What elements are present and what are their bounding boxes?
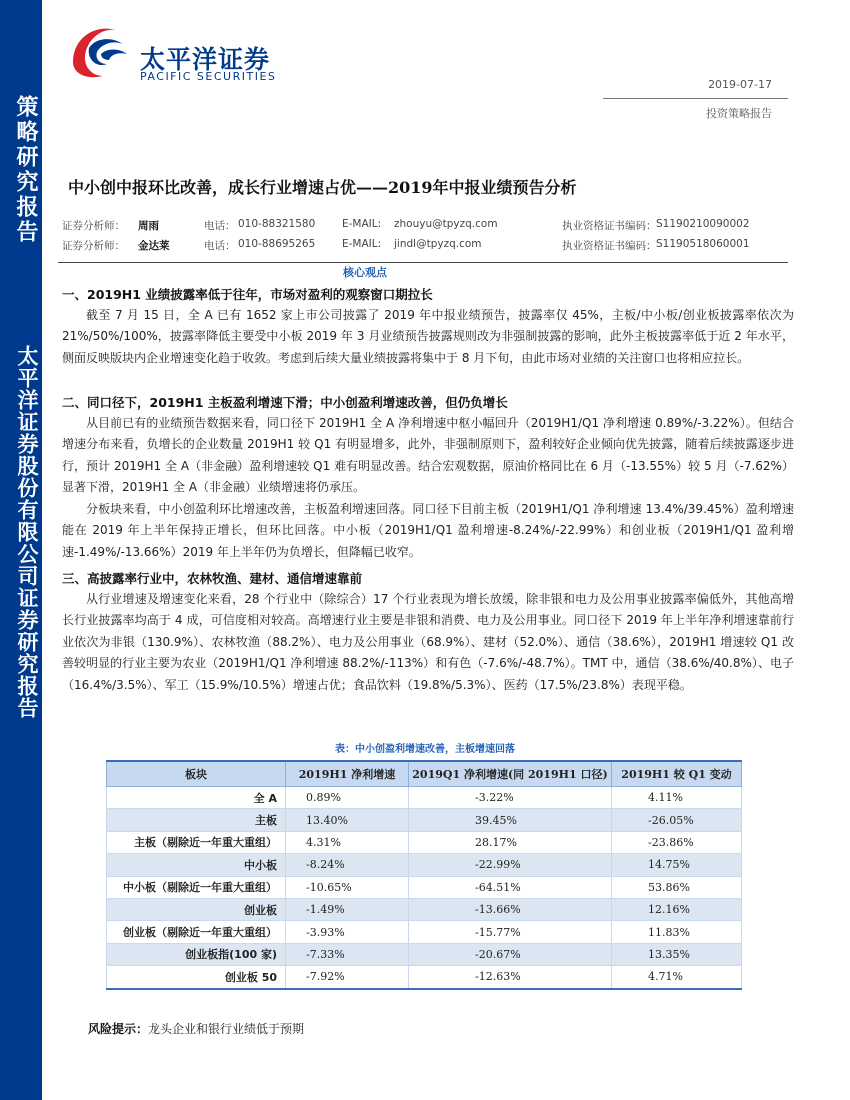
table-header-row xyxy=(107,761,742,787)
cell-q1: 39.45% xyxy=(409,809,612,831)
pacific-securities-logo-icon xyxy=(65,18,135,88)
section-paragraph: 分板块来看，中小创盈利环比增速改善，主板盈利增速回落。同口径下目前主板（2019H1/Q1 净利增速 13.4%/39.45%）盈利增速能在 2019 年上半年保持正增长，但环比回落。中小板（2019H1/Q1 盈利增速-8.24%/-22.99%）和创业板（2019H1/Q1 盈利增速-1.49%/-13.66%）2019 年上半年仍为负增长，但降幅已收窄。 xyxy=(62,502,794,559)
cell-q1: -20.67% xyxy=(409,943,612,965)
cell-h1: -1.49% xyxy=(286,898,409,920)
table-row xyxy=(107,921,742,943)
table-row xyxy=(107,787,742,809)
cell-h1: 13.40% xyxy=(286,809,409,831)
cell-change: 14.75% xyxy=(612,854,742,876)
analyst-name: 金达莱 xyxy=(138,240,170,252)
header-divider xyxy=(603,98,788,99)
cell-h1: -8.24% xyxy=(286,854,409,876)
col-header-change: 2019H1 较 Q1 变动 xyxy=(612,761,742,787)
section-heading: 一、2019H1 业绩披露率低于往年，市场对盈利的观察窗口期拉长 xyxy=(62,287,433,302)
table-caption: 表：中小创盈利增速改善，主板增速回落 xyxy=(335,744,515,755)
sidebar-report-category: 策略研究报告 xyxy=(13,95,39,245)
cell-change: -23.86% xyxy=(612,831,742,853)
table-row xyxy=(107,943,742,965)
cell-change: -26.05% xyxy=(612,809,742,831)
section-paragraph: 从行业增速及增速变化来看，28 个行业中（除综合）17 个行业表现为增长放缓，除非银和电力及公用事业披露率偏低外，其他高增长行业披露率均高于 4 成，可信度相对较高。高增速行业主要是非银和消费、电力及公用事业。同口径下 2019 年上半年净利增速靠前行业依次为非银（130.9%）、农林牧渔（88.2%）、电力及公用事业（68.9%）、建材（52.0%）、通信（38.6%），2019H1 增速较 Q1 改善较明显的行业主要为农业（2019H1/Q1 净利增速 88.2%/-113%）和有色（-7.6%/-48.7%）。TMT 中，通信（38.6%/40.8%）、电子（16.4%/3.5%）、军工（15.9%/10.5%）增速占优；食品饮料（19.8%/5.3%）、医药（17.5%/23.8%）表现平稳。 xyxy=(62,592,794,692)
col-header-sector: 板块 xyxy=(107,761,286,787)
row-label: 全 A xyxy=(107,787,286,809)
table-row xyxy=(107,831,742,853)
row-label: 创业板 xyxy=(107,898,286,920)
cell-change: 53.86% xyxy=(612,876,742,898)
cell-q1: -22.99% xyxy=(409,854,612,876)
cell-h1: -7.33% xyxy=(286,943,409,965)
report-title: 中小创中报环比改善，成长行业增速占优——2019年中报业绩预告分析 xyxy=(68,178,577,197)
cell-q1: -3.22% xyxy=(409,787,612,809)
cert-label: 执业资格证书编码： xyxy=(562,220,657,232)
cell-h1: 0.89% xyxy=(286,787,409,809)
report-date: 2019-07-17 xyxy=(708,78,772,91)
cell-change: 4.71% xyxy=(612,966,742,989)
cell-q1: -64.51% xyxy=(409,876,612,898)
table-row xyxy=(107,854,742,876)
analyst-name: 周雨 xyxy=(138,220,159,232)
risk-text: 龙头企业和银行业绩低于预期 xyxy=(148,1022,305,1036)
analyst-role: 证券分析师： xyxy=(62,240,125,252)
cell-change: 12.16% xyxy=(612,898,742,920)
sidebar-company-label: 太平洋证券股份有限公司证券研究报告 xyxy=(15,345,40,719)
col-header-h1-growth: 2019H1 净利增速 xyxy=(286,761,409,787)
cell-h1: -7.92% xyxy=(286,966,409,989)
section-heading: 二、同口径下，2019H1 主板盈利增速下滑；中小创盈利增速改善，但仍负增长 xyxy=(62,395,508,410)
analyst-email[interactable]: zhouyu@tpyzq.com xyxy=(394,218,498,230)
cell-change: 13.35% xyxy=(612,943,742,965)
phone-label: 电话： xyxy=(204,240,236,252)
cell-change: 11.83% xyxy=(612,921,742,943)
table-row xyxy=(107,876,742,898)
cell-q1: -15.77% xyxy=(409,921,612,943)
left-sidebar xyxy=(0,0,42,1100)
cell-q1: -12.63% xyxy=(409,966,612,989)
table-row xyxy=(107,966,742,989)
cell-q1: -13.66% xyxy=(409,898,612,920)
table-row xyxy=(107,898,742,920)
earnings-growth-table xyxy=(106,760,742,990)
brand-name-en: PACIFIC SECURITIES xyxy=(140,70,277,83)
table-row xyxy=(107,809,742,831)
brand-name-cn: 太平洋证券 xyxy=(140,45,271,74)
email-label: E-MAIL: xyxy=(342,238,382,250)
risk-warning xyxy=(88,1020,304,1037)
cell-q1: 28.17% xyxy=(409,831,612,853)
row-label: 创业板（剔除近一年重大重组） xyxy=(107,921,286,943)
core-view-label: 核心观点 xyxy=(343,266,387,279)
analyst-role: 证券分析师： xyxy=(62,220,125,232)
section-divider xyxy=(58,262,788,263)
row-label: 中小板 xyxy=(107,854,286,876)
cert-label: 执业资格证书编码： xyxy=(562,240,657,252)
row-label: 创业板 50 xyxy=(107,966,286,989)
section-heading: 三、高披露率行业中，农林牧渔、建材、通信增速靠前 xyxy=(62,571,363,586)
analyst-cert: S1190518060001 xyxy=(656,238,750,250)
cell-change: 4.11% xyxy=(612,787,742,809)
phone-label: 电话： xyxy=(204,220,236,232)
row-label: 创业板指(100 家) xyxy=(107,943,286,965)
cell-h1: 4.31% xyxy=(286,831,409,853)
section-paragraph: 截至 7 月 15 日，全 A 已有 1652 家上市公司披露了 2019 年中报业绩预告，披露率仅 45%，主板/中小板/创业板披露率依次为 21%/50%/100%，披露率降低主要受中小板 2019 年 3 月业绩预告披露规则改为非强制披露的影响，此外主板披露率低于近 2 年水平，侧面反映版块内企业增速变化趋于收敛。考虑到后续大量业绩披露将集中于 8 月下旬，由此市场对业绩的关注窗口也将相应拉长。 xyxy=(62,308,794,365)
row-label: 主板 xyxy=(107,809,286,831)
report-type: 投资策略报告 xyxy=(706,107,772,120)
cell-h1: -3.93% xyxy=(286,921,409,943)
col-header-q1-growth: 2019Q1 净利增速(同 2019H1 口径) xyxy=(409,761,612,787)
email-label: E-MAIL: xyxy=(342,218,382,230)
row-label: 主板（剔除近一年重大重组） xyxy=(107,831,286,853)
analyst-phone: 010-88695265 xyxy=(238,238,316,250)
risk-label: 风险提示： xyxy=(88,1022,149,1036)
analyst-cert: S1190210090002 xyxy=(656,218,750,230)
section-paragraph: 从目前已有的业绩预告数据来看，同口径下 2019H1 全 A 净利增速中枢小幅回升（2019H1/Q1 净利增速 0.89%/-3.22%）。但结合增速分布来看，负增长的企业数量 2019H1 较 Q1 有明显增多，此外，非强制原则下，盈利较好企业倾向优先披露，随着后续披露逐步进行，预计 2019H1 全 A（非金融）盈利增速较 Q1 难有明显改善。结合宏观数据，原油价格同比在 6 月（-13.55%）较 5 月（-7.62%）显著下滑，2019H1 全 A（非金融）业绩增速将仍承压。 xyxy=(62,416,794,495)
cell-h1: -10.65% xyxy=(286,876,409,898)
row-label: 中小板（剔除近一年重大重组） xyxy=(107,876,286,898)
analyst-email[interactable]: jindl@tpyzq.com xyxy=(394,238,482,250)
analyst-phone: 010-88321580 xyxy=(238,218,316,230)
